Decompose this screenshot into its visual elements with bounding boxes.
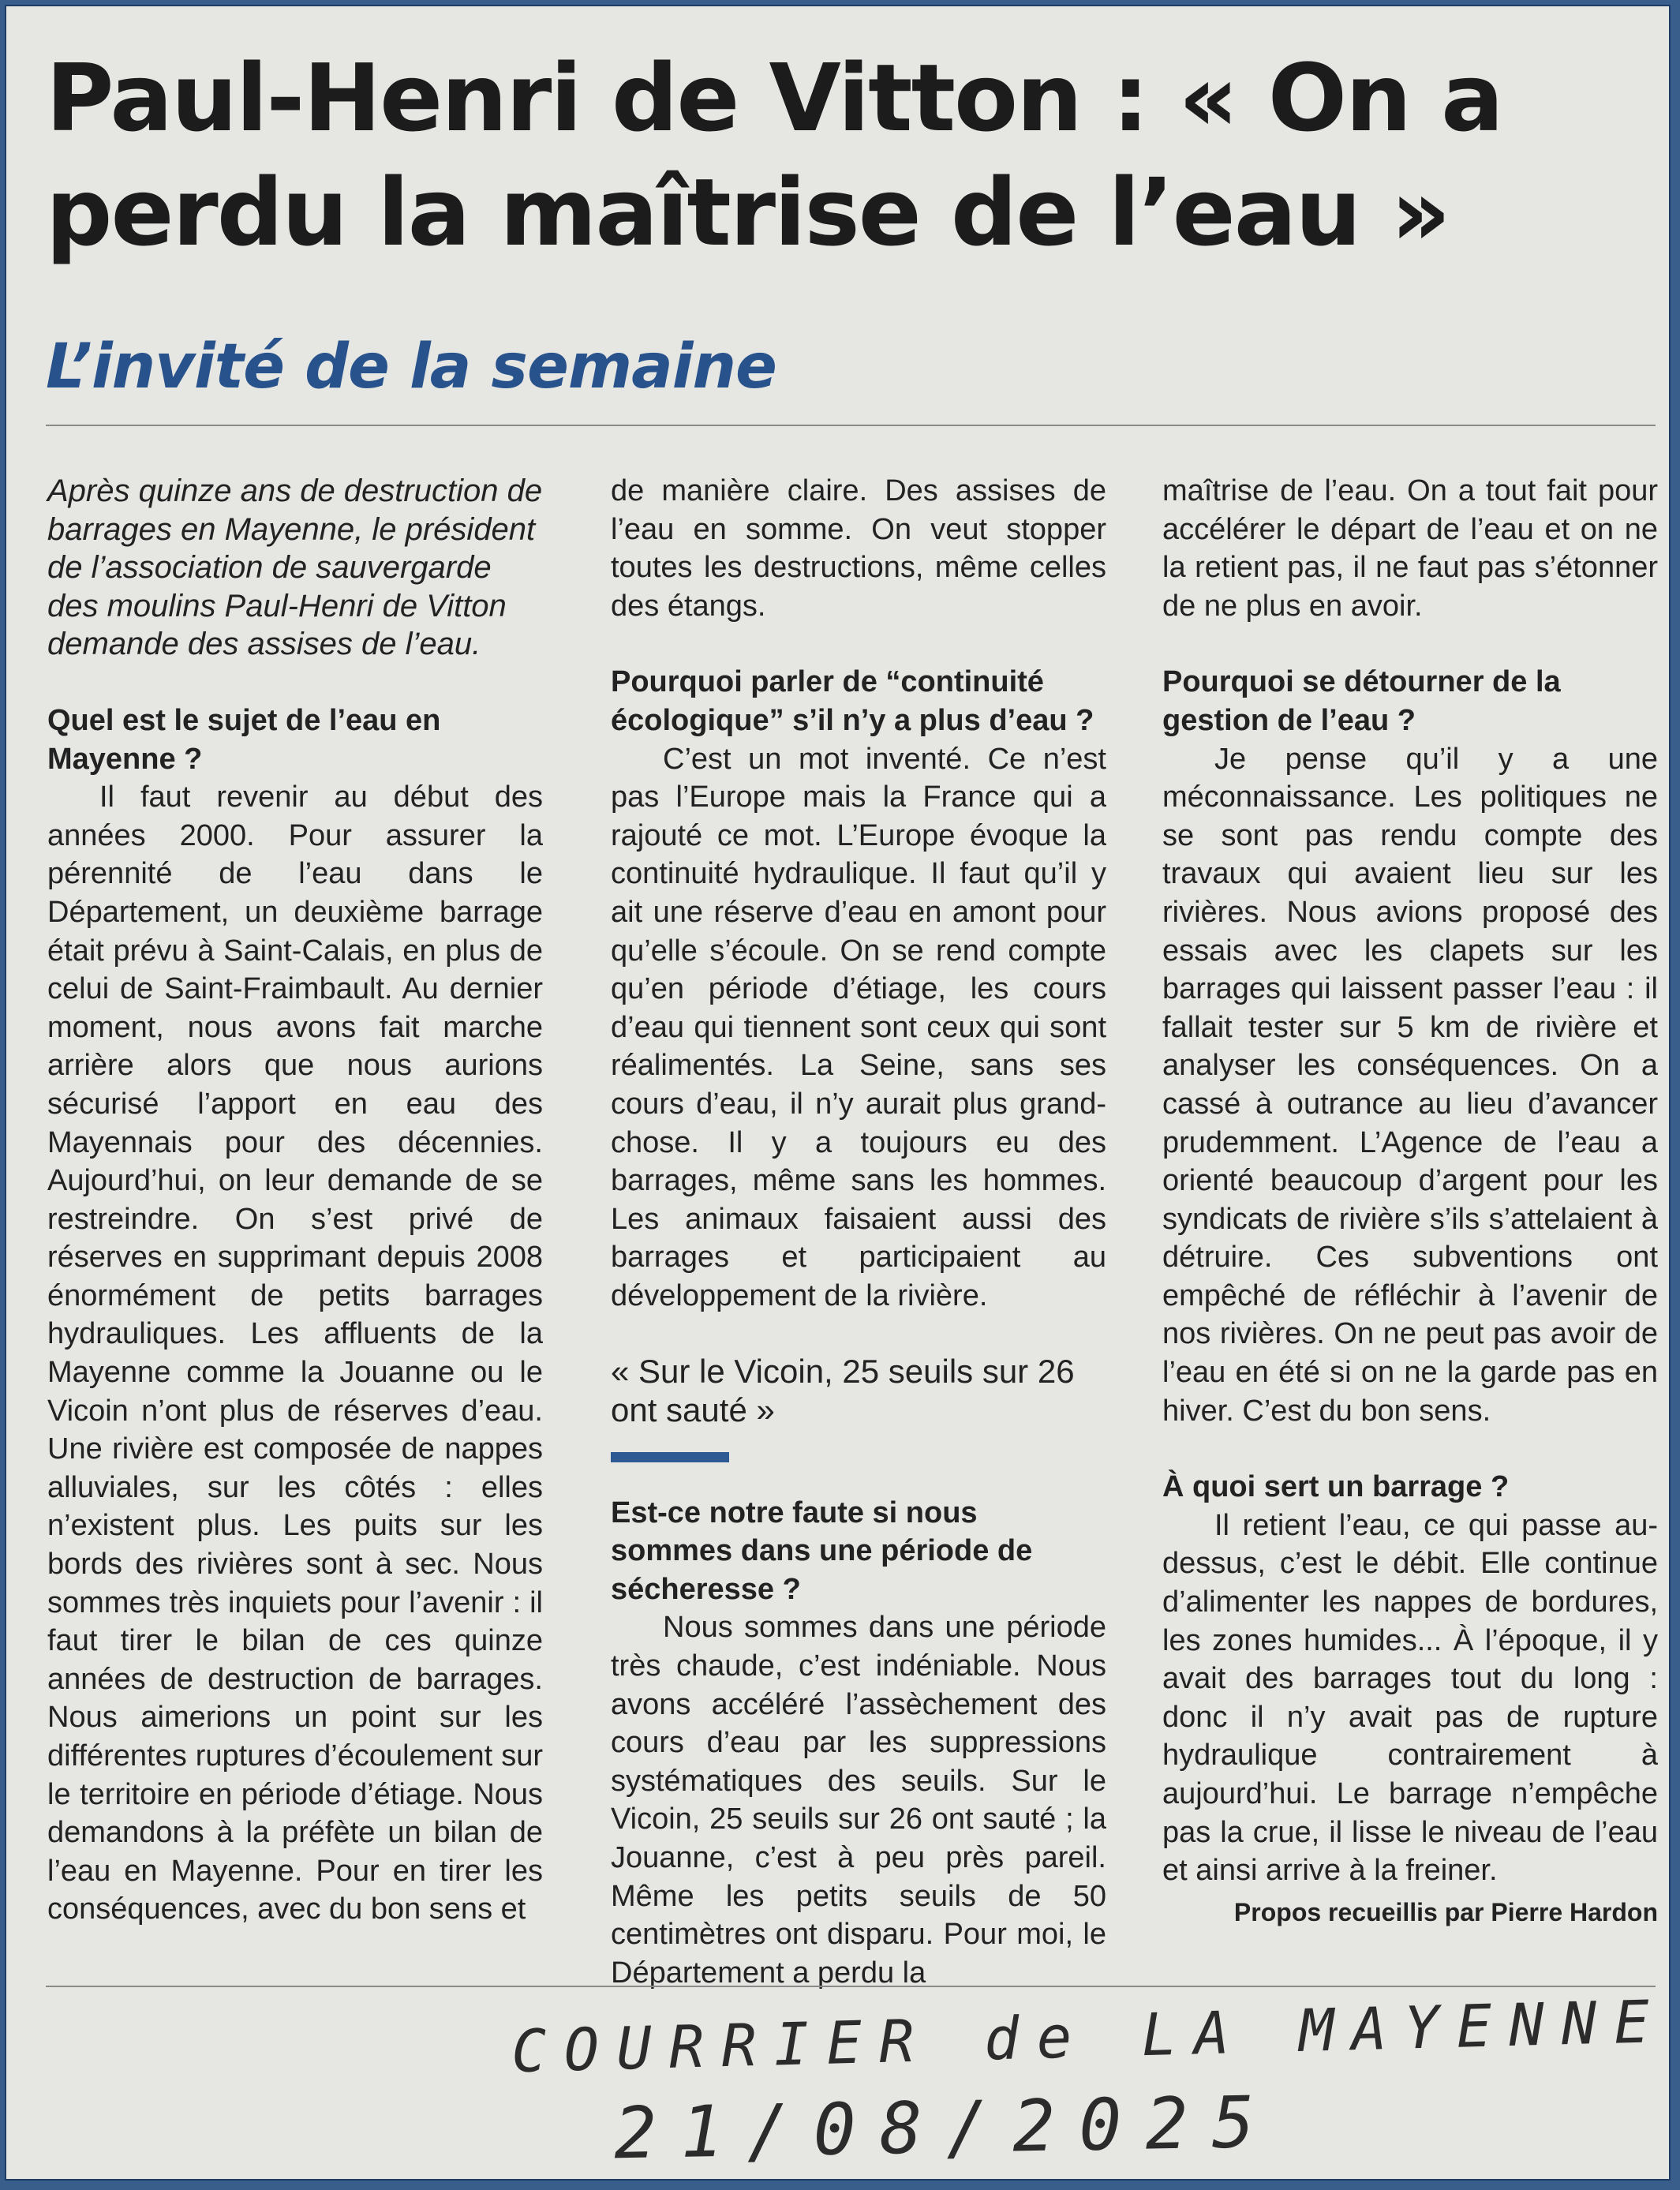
top-rule [46,425,1656,426]
column-2 [611,472,1106,1992]
pull-quote-bar [611,1452,729,1462]
answer-paragraph: C’est un mot inventé. Ce n’est pas l’Europe mais la France qui a rajouté ce mot. L’Europe évoque la continuité hydraulique. Il faut qu’il y ait une réserve d’eau en amont pour qu’elle s’écoule. On se rend compte qu’en période d’étiage, les cours d’eau qui tiennent sont ceux qui sont réalimentés. La Seine, sans ses cours d’eau, il n’y aurait plus grand-chose. Il y a toujours eu des barrages, même sans les hommes. Les animaux faisaient aussi des barrages et participaient au développement de la rivière. [611,742,1106,1312]
answer-paragraph: Je pense qu’il y a une méconnaissance. Les politiques ne se sont pas rendu compte des travaux qui avaient lieu sur les rivières. Nous avions proposé des essais avec les clapets sur les barrages qui laissent passer l’eau : il fallait tester sur 5 km de rivière et analyser les conséquences. On a cassé à outrance au lieu d’avancer prudemment. L’Agence de l’eau a orienté beaucoup d’argent pour les syndicats de rivière s’ils s’attelaient à détruire. Ces subventions ont empêché de réfléchir à l’avenir de nos rivières. On ne peut pas avoir de l’eau en été si on ne la garde pas en hiver. C’est du bon sens. [1162,742,1658,1428]
handwritten-publication-name: COURRIER de LA MAYENNE [511,1987,1668,2087]
handwritten-date: 21/08/2025 [613,2080,1279,2176]
bottom-rule [46,1986,1656,1987]
intro-paragraph: Après quinze ans de destruction de barrages en Mayenne, le président de l’association de sauvergarde des moulins Paul-Henri de Vitton demande des assises de l’eau. [47,474,543,662]
answer-paragraph-continued: maîtrise de l’eau. On a tout fait pour accélérer le départ de l’eau et on ne la retient pas, il ne faut pas s’étonner de ne plus en avoir. [1162,474,1658,623]
pull-quote: « Sur le Vicoin, 25 seuils sur 26 ont sauté » [611,1353,1075,1429]
answer-paragraph: Il retient l’eau, ce qui passe au-dessus, c’est le débit. Elle continue d’alimenter les nappes de bordures, les zones humides... À l’époque, il y avait des barrages tout du long : donc il n’y avait pas de rupture hydraulique contrairement à aujourd’hui. Le barrage n’empêche pas la crue, il lisse le niveau de l’eau et ainsi arrive à la freiner. [1162,1508,1658,1888]
answer-paragraph: Il faut revenir au début des années 2000. Pour assurer la pérennité de l’eau dans le Département, un deuxième barrage était prévu à Saint-Calais, en plus de celui de Saint-Fraimbault. Au dernier moment, nous avons fait marche arrière alors que nous aurions sécurisé l’apport en eau des Mayennais pour des décennies. Aujourd’hui, on leur demande de se restreindre. On s’est privé de réserves en supprimant depuis 2008 énormément de petits barrages hydrauliques. Les affluents de la Mayenne comme la Jouanne ou le Vicoin n’ont plus de réserves d’eau. Une rivière est composée de nappes alluviales, sur les côtés : elles n’existent plus. Les puits sur les bords des rivières sont à sec. Nous sommes très inquiets pour l’avenir : il faut tirer le bilan de ces quinze années de destruction de barrages. Nous aimerions un point sur les différentes ruptures d’écoulement sur le territoire en période d’étiage. Nous demandons à la préfète un bilan de l’eau en Mayenne. Pour en tirer les conséquences, avec du bon sens et [47,781,543,1926]
column-1 [47,472,543,1929]
question-heading: Est-ce notre faute si nous sommes dans une période de sécheresse ? [611,1496,1033,1606]
question-heading: Pourquoi se détourner de la gestion de l’eau ? [1162,665,1561,737]
headline: Paul-Henri de Vitton : « On a perdu la maîtrise de l’eau » [46,43,1502,267]
newspaper-clipping [5,5,1671,2181]
question-heading: Pourquoi parler de “continuité écologique” s’il n’y a plus d’eau ? [611,665,1094,737]
byline-credit: Propos recueillis par Pierre Hardon [1233,1897,1658,1926]
column-3 [1162,472,1658,1931]
answer-paragraph-continued: de manière claire. Des assises de l’eau en somme. On veut stopper toutes les destructions, même celles des étangs. [611,474,1106,623]
answer-paragraph: Nous sommes dans une période très chaude, c’est indéniable. Nous avons accéléré l’assèchement des cours d’eau par les suppressions systématiques des seuils. Sur le Vicoin, 25 seuils sur 26 ont sauté ; la Jouanne, c’est à peu près pareil. Même les petits seuils de 50 centimètres ont disparu. Pour moi, le Département a perdu la [611,1611,1106,1990]
question-heading: Quel est le sujet de l’eau en Mayenne ? [47,703,441,776]
question-heading: À quoi sert un barrage ? [1162,1470,1510,1504]
kicker: L’invité de la semaine [46,331,776,402]
